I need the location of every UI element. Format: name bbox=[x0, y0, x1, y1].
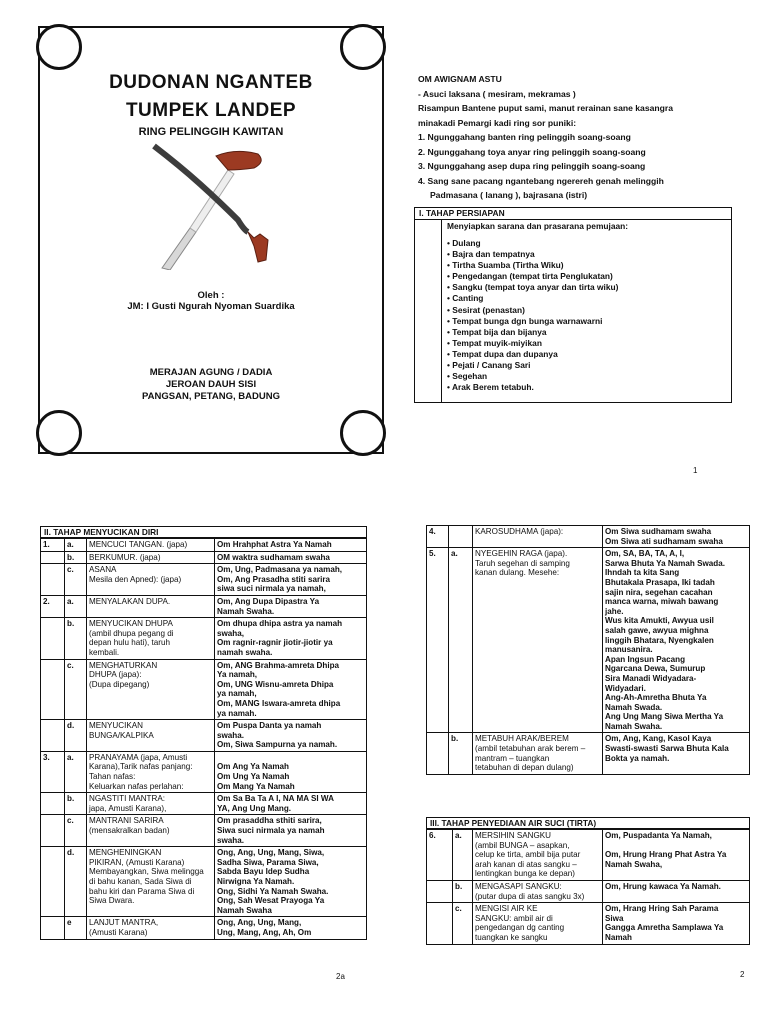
row-mantra: Om Siwa sudhamam swaha Om Siwa ati sudhamam swaha bbox=[603, 526, 750, 548]
row-number bbox=[41, 551, 65, 564]
table-row bbox=[427, 880, 750, 902]
row-mantra: Om dhupa dhipa astra ya namah swaha, Om ragnir-ragnir jiotir-jiotir ya namah swaha. bbox=[215, 618, 367, 659]
table-header: II. TAHAP MENYUCIKAN DIRI bbox=[40, 526, 367, 538]
list-item: • Canting bbox=[447, 293, 484, 304]
row-number bbox=[41, 793, 65, 815]
list-item: • Sangku (tempat toya anyar dan tirta wiku) bbox=[447, 282, 619, 293]
row-number bbox=[41, 720, 65, 752]
row-letter: e bbox=[65, 917, 87, 939]
page-number-2: 2 bbox=[740, 970, 745, 979]
table-row bbox=[427, 830, 750, 881]
table-row bbox=[41, 618, 367, 659]
row-mantra: Om, Ang Dupa Dipastra Ya Namah Swaha. bbox=[215, 595, 367, 617]
table-penyediaan-air-suci bbox=[426, 829, 750, 945]
corner-ornament-bottom-right bbox=[340, 410, 386, 456]
row-mantra: Ong, Ang, Ung, Mang, Ung, Mang, Ang, Ah, Om bbox=[215, 917, 367, 939]
list-item: • Tempat dupa dan dupanya bbox=[447, 348, 558, 359]
row-mantra: Om, SA, BA, TA, A, I, Sarwa Bhuta Ya Namah Swada. Ihndah ta kita Sang Bhutakala Prasapa, Iki tadah sajin nira, segehan cacahan manca warna, miwah bawang jahe. Wus kita Amukti, Awyua usil salah gawe, awyua mighna linggih Bhatara, Nyengkalen manusanira. Apan Ingsun Pacang Ngarcana Dewa, Sumurup Sira Manadi Widyadara- Widyadari. Ang-Ah-Amretha Bhuta Ya Namah Swada. Ang Ung Mang Siwa Mertha Ya Namah Swaha. bbox=[603, 548, 750, 733]
row-number bbox=[41, 618, 65, 659]
row-description: PRANAYAMA (japa, Amusti Karana),Tarik nafas panjang: Tahan nafas: Keluarkan nafas perlahan: bbox=[87, 751, 215, 792]
intro-line: 4. Sang sane pacang ngantebang ngerereh genah melinggih bbox=[418, 175, 664, 186]
table-row bbox=[41, 751, 367, 792]
row-letter: a. bbox=[65, 751, 87, 792]
row-letter: b. bbox=[65, 618, 87, 659]
row-mantra: Ong, Ang, Ung, Mang, Siwa, Sadha Siwa, Parama Siwa, Sabda Bayu Idep Sudha Nirwigna Ya Namah. Ong, Sidhi Ya Namah Swaha. Ong, Sah Wesat Prayoga Ya Namah Swaha bbox=[215, 847, 367, 917]
row-description: MENGISI AIR KE SANGKU: ambil air di pengedangan dg canting tuangkan ke sangku bbox=[473, 903, 603, 944]
list-item: • Segehan bbox=[447, 371, 488, 382]
list-item: • Tempat bunga dgn bunga warnawarni bbox=[447, 315, 603, 326]
row-description: MANTRANI SARIRA (mensakralkan badan) bbox=[87, 815, 215, 847]
intro-line: - Asuci laksana ( mesiram, mekramas ) bbox=[418, 88, 576, 99]
intro-text bbox=[418, 72, 748, 203]
row-description: MENGASAPI SANGKU: (putar dupa di atas sangku 3x) bbox=[473, 880, 603, 902]
table-row bbox=[41, 539, 367, 552]
table-row bbox=[41, 815, 367, 847]
list-item: • Tempat bija dan bijanya bbox=[447, 326, 547, 337]
list-item: • Pejati / Canang Sari bbox=[447, 360, 531, 371]
row-mantra: Om, ANG Brahma-amreta Dhipa Ya namah, Om, UNG Wisnu-amreta Dhipa ya namah, Om, MANG Iswara-amreta dhipa ya namah. bbox=[215, 659, 367, 720]
list-item: • Tirtha Suamba (Tirtha Wiku) bbox=[447, 260, 564, 271]
preparation-lead: Menyiapkan sarana dan prasarana pemujaan: bbox=[447, 221, 629, 231]
row-number bbox=[427, 903, 453, 944]
row-mantra: Om Puspa Danta ya namah swaha. Om, Siwa Sampurna ya namah. bbox=[215, 720, 367, 752]
row-mantra: Om, Ang, Kang, Kasol Kaya Swasti-swasti Sarwa Bhuta Kala Bokta ya namah. bbox=[603, 733, 750, 774]
row-letter: c. bbox=[453, 903, 473, 944]
row-mantra: Om, Hrang Hring Sah Parama Siwa Gangga Amretha Samplawa Ya Namah bbox=[603, 903, 750, 944]
cover-place-line1: MERAJAN AGUNG / DADIA bbox=[149, 367, 273, 378]
row-description: KAROSUDHAMA (japa): bbox=[473, 526, 603, 548]
corner-ornament-bottom-left bbox=[36, 410, 82, 456]
row-description: MENGHATURKAN DHUPA (japa): (Dupa dipegang) bbox=[87, 659, 215, 720]
table-menyucikan-diri bbox=[40, 538, 367, 940]
list-item: • Dulang bbox=[447, 238, 481, 248]
row-number bbox=[41, 847, 65, 917]
table-row bbox=[41, 595, 367, 617]
row-letter: d. bbox=[65, 720, 87, 752]
table-row bbox=[41, 917, 367, 939]
row-number bbox=[427, 733, 449, 774]
intro-line: minakadi Pemargi kadi ring sor puniki: bbox=[418, 117, 577, 128]
cover-place-line2: JEROAN DAUH SISI bbox=[165, 379, 257, 390]
corner-ornament-top-right bbox=[340, 24, 386, 70]
table-section-ii bbox=[40, 526, 367, 940]
table-row bbox=[41, 720, 367, 752]
intro-line: OM AWIGNAM ASTU bbox=[418, 74, 502, 84]
row-letter: b. bbox=[65, 793, 87, 815]
row-description: METABUH ARAK/BEREM (ambil tetabuhan arak berem – mantram – tuangkan tetabuhan di depan dulang) bbox=[473, 733, 603, 774]
row-description: MERSIHIN SANGKU (ambil BUNGA – asapkan, celup ke tirta, ambil bija putar arah kanan di atas sangku – lentingkan bunga ke depan) bbox=[473, 830, 603, 881]
row-number bbox=[41, 815, 65, 847]
row-description: BERKUMUR. (japa) bbox=[87, 551, 215, 564]
row-description: ASANA Mesila den Apned): (japa) bbox=[87, 564, 215, 596]
preparation-box bbox=[414, 207, 732, 403]
table-row bbox=[41, 564, 367, 596]
list-item: • Sesirat (penastan) bbox=[447, 304, 525, 315]
table-row bbox=[41, 793, 367, 815]
table-row bbox=[41, 847, 367, 917]
keris-icon bbox=[150, 140, 280, 270]
row-mantra: Om Ang Ya Namah Om Ung Ya Namah Om Mang Ya Namah bbox=[215, 751, 367, 792]
row-description: MENCUCI TANGAN. (japa) bbox=[87, 539, 215, 552]
cover-oleh: Oleh : bbox=[197, 290, 225, 301]
table-karosudhama bbox=[426, 525, 750, 775]
table-row bbox=[41, 551, 367, 564]
table-section-iii bbox=[426, 817, 750, 945]
row-description: MENGHENINGKAN PIKIRAN, (Amusti Karana) Membayangkan, Siwa melingga di bahu kanan, Sada Siwa di bahu kiri dan Parama Siwa di Siwa Dwara. bbox=[87, 847, 215, 917]
row-mantra: Om, Ung, Padmasana ya namah, Om, Ang Prasadha stiti sarira siwa suci nirmala ya namah, bbox=[215, 564, 367, 596]
row-number bbox=[41, 917, 65, 939]
row-number: 2. bbox=[41, 595, 65, 617]
row-number: 1. bbox=[41, 539, 65, 552]
corner-ornament-top-left bbox=[36, 24, 82, 70]
preparation-header: I. TAHAP PERSIAPAN bbox=[415, 208, 731, 220]
intro-line: Risampun Bantene puput sami, manut rerainan sane kasangra bbox=[418, 103, 674, 113]
row-number: 6. bbox=[427, 830, 453, 881]
row-mantra: Om Hrahphat Astra Ya Namah bbox=[215, 539, 367, 552]
list-item: • Tempat muyik-miyikan bbox=[447, 337, 542, 348]
row-letter: c. bbox=[65, 564, 87, 596]
cover-place-line3: PANGSAN, PETANG, BADUNG bbox=[142, 391, 280, 402]
row-letter: c. bbox=[65, 815, 87, 847]
row-letter: d. bbox=[65, 847, 87, 917]
row-letter: a. bbox=[453, 830, 473, 881]
row-letter: b. bbox=[65, 551, 87, 564]
intro-line: Padmasana ( lanang ), bajrasana (istri) bbox=[418, 190, 588, 200]
table-row bbox=[427, 903, 750, 944]
page-number-1: 1 bbox=[693, 466, 698, 475]
cover-title-line2: TUMPEK LANDEP bbox=[125, 100, 297, 121]
table-header: III. TAHAP PENYEDIAAN AIR SUCI (TIRTA) bbox=[426, 817, 750, 829]
row-description: LANJUT MANTRA, (Amusti Karana) bbox=[87, 917, 215, 939]
row-number bbox=[427, 880, 453, 902]
row-number: 3. bbox=[41, 751, 65, 792]
cover-author: JM: I Gusti Ngurah Nyoman Suardika bbox=[127, 301, 295, 312]
cover-title-line1: DUDONAN NGANTEB bbox=[109, 72, 313, 93]
row-letter: b. bbox=[453, 880, 473, 902]
row-number bbox=[41, 659, 65, 720]
list-item: • Arak Berem tetabuh. bbox=[447, 382, 534, 393]
table-row bbox=[41, 659, 367, 720]
table-row bbox=[427, 548, 750, 733]
page-number-2a: 2a bbox=[336, 972, 345, 981]
preparation-column-divider bbox=[441, 220, 442, 402]
row-description: MENYALAKAN DUPA. bbox=[87, 595, 215, 617]
row-mantra: Om Sa Ba Ta A I, NA MA SI WA YA, Ang Ung Mang. bbox=[215, 793, 367, 815]
list-item: • Pengedangan (tempat tirta Penglukatan) bbox=[447, 271, 613, 282]
row-number: 4. bbox=[427, 526, 449, 548]
row-letter: c. bbox=[65, 659, 87, 720]
row-letter: a. bbox=[65, 595, 87, 617]
table-row bbox=[427, 733, 750, 774]
row-description: MENYUCIKAN BUNGA/KALPIKA bbox=[87, 720, 215, 752]
table-row bbox=[427, 526, 750, 548]
table-section-continued bbox=[426, 525, 750, 775]
row-letter: a. bbox=[449, 548, 473, 733]
row-mantra: OM waktra sudhamam swaha bbox=[215, 551, 367, 564]
row-description: MENYUCIKAN DHUPA (ambil dhupa pegang di depan hulu hati), taruh kembali. bbox=[87, 618, 215, 659]
row-number bbox=[41, 564, 65, 596]
cover-subtitle: RING PELINGGIH KAWITAN bbox=[138, 126, 284, 138]
intro-line: 1. Ngunggahang banten ring pelinggih soang-soang bbox=[418, 132, 631, 142]
intro-line: 3. Ngunggahang asep dupa ring pelinggih soang-soang bbox=[418, 161, 646, 171]
row-mantra: Om, Puspadanta Ya Namah, Om, Hrung Hrang Phat Astra Ya Namah Swaha, bbox=[603, 830, 750, 881]
row-mantra: Om, Hrung kawaca Ya Namah. bbox=[603, 880, 750, 902]
intro-line: 2. Ngunggahang toya anyar ring pelinggih soang-soang bbox=[418, 146, 646, 157]
row-description: NGASTITI MANTRA: japa, Amusti Karana), bbox=[87, 793, 215, 815]
preparation-list bbox=[447, 238, 618, 393]
row-mantra: Om prasaddha sthiti sarira, Siwa suci nirmala ya namah swaha. bbox=[215, 815, 367, 847]
row-number: 5. bbox=[427, 548, 449, 733]
list-item: • Bajra dan tempatnya bbox=[447, 249, 535, 260]
row-description: NYEGEHIN RAGA (japa). Taruh segehan di samping kanan dulang. Mesehe: bbox=[473, 548, 603, 733]
row-letter: a. bbox=[65, 539, 87, 552]
row-letter bbox=[449, 526, 473, 548]
row-letter: b. bbox=[449, 733, 473, 774]
